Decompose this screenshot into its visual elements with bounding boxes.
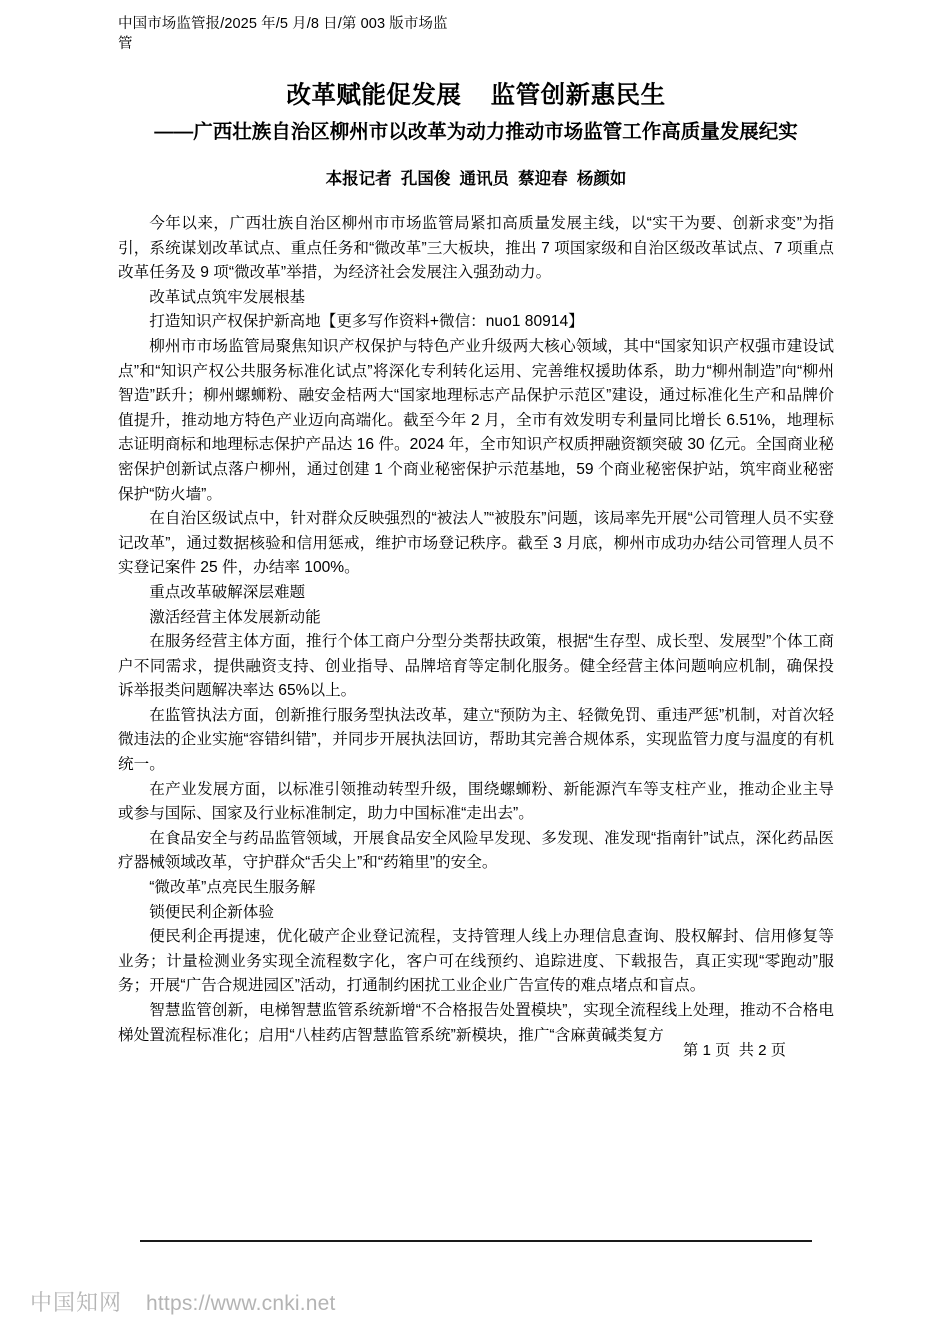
cnki-url-label: https://www.cnki.net (146, 1292, 336, 1315)
body-paragraph: 改革试点筑牢发展根基 (149, 288, 306, 306)
body-paragraph: 今年以来，广西壮族自治区柳州市市场监管局紧扣高质量发展主线，以“实干为要、创新求变”为指引，系统谋划改革试点、重点任务和“微改革”三大板块，推出 7 项国家级和自治区级改革试点、7 项重点改革任务及 9 项“微改革”举措，为经济社会发展注入强劲动力。 (118, 215, 834, 282)
page-number-footer: 第 1 页 共 2 页 (683, 1042, 786, 1059)
body-paragraph: 智慧监管创新，电梯智慧监管系统新增“不合格报告处置模块”，实现全流程线上处理，推动不合格电梯处置流程标准化；启用“八桂药店智慧监管系统”新模块，推广“含麻黄碱类复方 (118, 1002, 834, 1044)
body-paragraph: 柳州市市场监管局聚焦知识产权保护与特色产业升级两大核心领域，其中“国家知识产权强市建设试点”和“知识产权公共服务标准化试点”将深化专利转化运用、完善维权援助体系，助力“柳州制造”向“柳州智造”跃升；柳州螺蛳粉、融安金桔两大“国家地理标志产品保护示范区”建设，通过标准化生产和品牌价值提升，推动地方特色产业迈向高端化。截至今年 2 月，全市有效发明专利量同比增长 6.51%，地理标志证明商标和地理标志保护产品达 16 件。2024 年，全市知识产权质押融资额突破 30 亿元。全国商业秘密保护创新试点落户柳州，通过创建 1 个商业秘密保护示范基地，59 个商业秘密保护站，筑牢商业秘密保护“防火墙”。 (118, 337, 834, 503)
article-subtitle: ——广西壮族自治区柳州市以改革为动力推动市场监管工作高质量发展纪实 (154, 121, 798, 143)
body-paragraph: “微改革”点亮民生服务解 (149, 879, 316, 897)
cnki-watermark (30, 1286, 336, 1317)
body-paragraph: 在食品安全与药品监管领域，开展食品安全风险早发现、多发现、准发现“指南针”试点，深化药品医疗器械领域改革，守护群众“舌尖上”和“药箱里”的安全。 (118, 829, 834, 872)
body-paragraph: 便民利企再提速，优化破产企业登记流程，支持管理人线上办理信息查询、股权解封、信用修复等业务；计量检测业务实现全流程数字化，客户可在线预约、追踪进度、下载报告，真正实现“零跑动”服务；开展“广告合规进园区”活动，打通制约困扰工业企业广告宣传的难点堵点和盲点。 (118, 928, 834, 995)
body-paragraph: 打造知识产权保护新高地【更多写作资料+微信：nuo1 80914】 (149, 313, 584, 331)
title-block (118, 80, 834, 146)
document-content (118, 14, 834, 1048)
body-paragraph: 在产业发展方面，以标准引领推动转型升级，围绕螺蛳粉、新能源汽车等支柱产业，推动企业主导或参与国际、国家及行业标准制定，助力中国标准“走出去”。 (118, 780, 834, 823)
body-paragraph: 在监管执法方面，创新推行服务型执法改革，建立“预防为主、轻微免罚、重违严惩”机制，对首次轻微违法的企业实施“容错纠错”，并同步开展执法回访，帮助其完善合规体系，实现监管力度与温度的有机统一。 (118, 706, 834, 774)
masthead-source-line: 中国市场监管报/2025 年/5 月/8 日/第 003 版市场监管 (118, 16, 448, 52)
body-paragraph: 激活经营主体发展新动能 (149, 608, 321, 626)
body-paragraph: 重点改革破解深层难题 (149, 583, 306, 601)
body-paragraph: 在服务经营主体方面，推行个体工商户分型分类帮扶政策，根据“生存型、成长型、发展型”个体工商户不同需求，提供融资支持、创业指导、品牌培育等定制化服务。健全经营主体问题响应机制，确保投诉举报类问题解决率达 65%以上。 (118, 633, 834, 700)
article-byline: 本报记者 孔国俊 通讯员 蔡迎春 杨颜如 (325, 170, 627, 188)
article-title: 改革赋能促发展 监管创新惠民生 (286, 82, 666, 109)
article-body (118, 212, 834, 1048)
footer-divider-rule (140, 1240, 812, 1242)
body-paragraph: 在自治区级试点中，针对群众反映强烈的“被法人”“被股东”问题，该局率先开展“公司管理人员不实登记改革”，通过数据核验和信用惩戒，维护市场登记秩序。截至 3 月底，柳州市成功办结公司管理人员不实登记案件 25 件，办结率 100%。 (118, 510, 834, 577)
body-paragraph: 锁便民利企新体验 (149, 903, 274, 921)
cnki-brand-label: 中国知网 (30, 1290, 123, 1315)
